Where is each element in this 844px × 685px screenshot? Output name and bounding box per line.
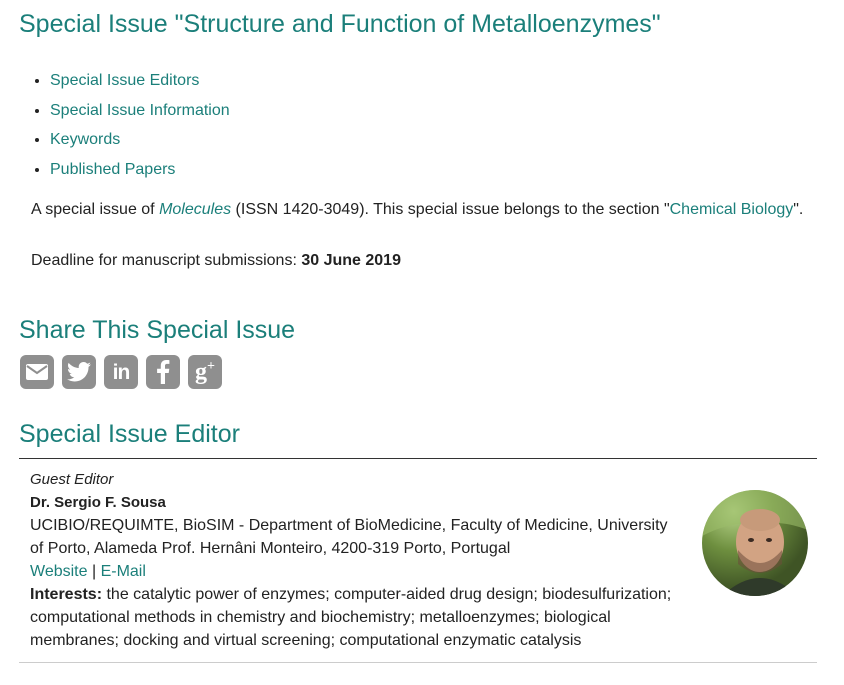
toc-item bbox=[50, 96, 230, 126]
editor-links bbox=[30, 560, 680, 583]
editor-role: Guest Editor bbox=[30, 471, 114, 488]
table-of-contents bbox=[31, 66, 230, 184]
interests-label: Interests: bbox=[30, 586, 103, 603]
avatar-portrait bbox=[702, 490, 808, 596]
toc-item bbox=[50, 66, 230, 96]
journal-link[interactable]: Molecules bbox=[159, 201, 232, 218]
email-icon bbox=[26, 364, 48, 380]
share-heading: Share This Special Issue bbox=[19, 316, 296, 344]
twitter-share-button[interactable] bbox=[62, 355, 96, 389]
email-share-button[interactable] bbox=[20, 355, 54, 389]
google-plus-icon: g+ bbox=[195, 359, 215, 385]
toc-link-editors[interactable]: Special Issue Editors bbox=[50, 72, 200, 89]
website-link[interactable]: Website bbox=[30, 563, 88, 580]
share-buttons bbox=[20, 355, 222, 389]
toc-item bbox=[50, 125, 230, 155]
editor-affiliation: UCIBIO/REQUIMTE, BioSIM - Department of BioMedicine, Faculty of Medicine, University of Porto, Alameda Prof. Hernâni Monteiro, 4200-319 Porto, Portugal bbox=[30, 517, 668, 557]
editor-name: Dr. Sergio F. Sousa bbox=[30, 494, 166, 511]
email-link[interactable]: E-Mail bbox=[100, 563, 146, 580]
page-title: Special Issue "Structure and Function of Metalloenzymes" bbox=[19, 10, 661, 38]
facebook-share-button[interactable] bbox=[146, 355, 180, 389]
editor-card bbox=[30, 468, 680, 652]
journal-info bbox=[31, 199, 803, 221]
journal-info-suffix: ". bbox=[793, 201, 804, 218]
editor-heading: Special Issue Editor bbox=[19, 420, 240, 448]
twitter-icon bbox=[67, 362, 91, 382]
facebook-icon bbox=[156, 360, 170, 384]
deadline-date: 30 June 2019 bbox=[301, 252, 401, 269]
deadline bbox=[31, 250, 401, 272]
toc-link-published-papers[interactable]: Published Papers bbox=[50, 160, 176, 178]
interests-text: the catalytic power of enzymes; computer-aided drug design; biodesulfurization; computational methods in chemistry and biochemistry; metalloenzymes; biological membranes; docking and virtual screening; computational enzymatic catalysis bbox=[30, 586, 672, 649]
section-link[interactable]: Chemical Biology bbox=[669, 201, 794, 218]
journal-info-prefix: A special issue of bbox=[31, 201, 160, 218]
toc-link-keywords[interactable]: Keywords bbox=[50, 131, 121, 148]
linkedin-share-button[interactable] bbox=[104, 355, 138, 389]
google-plus-share-button[interactable] bbox=[188, 355, 222, 389]
toc-item bbox=[50, 155, 230, 185]
divider-bottom bbox=[19, 662, 817, 663]
link-separator: | bbox=[87, 563, 101, 580]
journal-info-middle: (ISSN 1420-3049). This special issue belongs to the section " bbox=[231, 201, 670, 218]
linkedin-icon: in bbox=[112, 360, 130, 384]
divider bbox=[19, 458, 817, 459]
editor-interests bbox=[30, 583, 680, 652]
toc-link-information[interactable]: Special Issue Information bbox=[50, 101, 230, 119]
deadline-label: Deadline for manuscript submissions: bbox=[31, 252, 302, 269]
avatar bbox=[702, 490, 808, 596]
